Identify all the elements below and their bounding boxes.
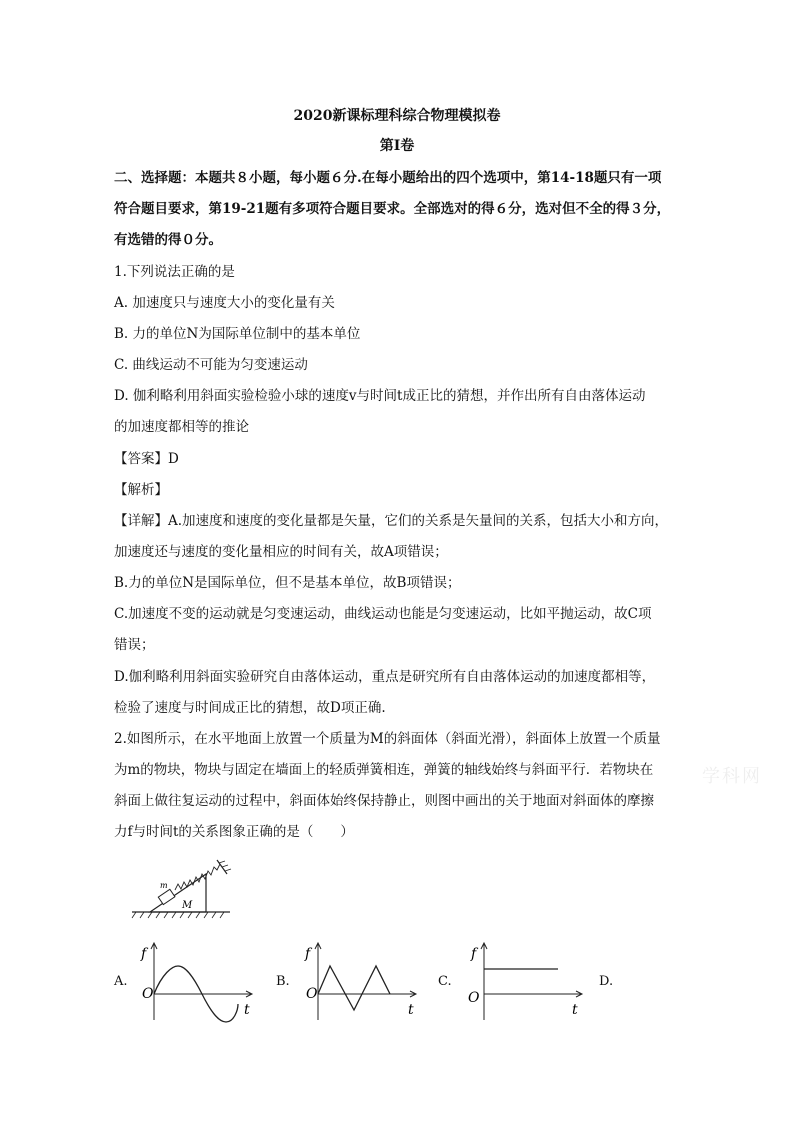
axis-o: O — [468, 990, 480, 1006]
question-2-stem: 2.如图所示，在水平地面上放置一个质量为M的斜面体（斜面光滑），斜面体上放置一个质量 — [114, 731, 661, 747]
question-2-stem: 斜面上做往复运动的过程中，斜面体始终保持静止，则图中画出的关于地面对斜面体的摩擦 — [114, 793, 654, 809]
block-m — [158, 889, 175, 904]
question-2-stem: 力f与时间t的关系图象正确的是（ ） — [114, 824, 354, 840]
axis-o: O — [306, 986, 318, 1002]
option-c-label: C. — [438, 974, 452, 989]
axis-f: f — [471, 946, 477, 962]
incline-spring-figure — [130, 858, 240, 920]
question-1-explanation: 【详解】A.加速度和速度的变化量都是矢量，它们的关系是矢量间的关系，包括大小和方向， — [114, 513, 669, 529]
section-intro-line: 二、选择题：本题共８小题，每小题６分.在每小题给出的四个选项中，第14-18题只有一项 — [114, 170, 662, 186]
question-1-option-b: B. 力的单位N为国际单位制中的基本单位 — [114, 326, 361, 342]
question-2-stem: 为m的物块，物块与固定在墙面上的轻质弹簧相连，弹簧的轴线始终与斜面平行．若物块在 — [114, 762, 654, 778]
question-1-option-a: A. 加速度只与速度大小的变化量有关 — [114, 295, 335, 311]
spring — [175, 864, 220, 890]
axis-t: t — [572, 1002, 578, 1018]
watermark: 学科网 — [702, 766, 762, 787]
option-b-graph — [302, 940, 420, 1024]
axis-t: t — [244, 1002, 250, 1018]
question-1-explanation: 错误； — [114, 637, 155, 653]
question-1-explanation: B.力的单位N是国际单位，但不是基本单位，故B项错误； — [114, 575, 461, 591]
question-1-explanation: C.加速度不变的运动就是匀变速运动，曲线运动也能是匀变速运动，比如平抛运动，故C项 — [114, 606, 652, 622]
question-1-option-d-cont: 的加速度都相等的推论 — [114, 419, 249, 435]
axis-f: f — [141, 946, 147, 962]
axis-o: O — [142, 986, 154, 1002]
label-big-m: M — [182, 900, 193, 911]
question-1-option-c: C. 曲线运动不可能为匀变速运动 — [114, 357, 308, 373]
question-1-explanation: 检验了速度与时间成正比的猜想，故D项正确. — [114, 700, 386, 716]
axis-t: t — [408, 1002, 414, 1018]
question-1-answer: 【答案】D — [114, 451, 179, 467]
question-1-option-d: D. 伽利略利用斜面实验检验小球的速度v与时间t成正比的猜想，并作出所有自由落体运动 — [114, 388, 646, 404]
question-1-explanation: 加速度还与速度的变化量相应的时间有关，故A项错误； — [114, 544, 448, 560]
option-a-graph — [138, 940, 256, 1024]
option-c-graph — [466, 940, 586, 1024]
option-b-label: B. — [276, 974, 290, 989]
axis-f: f — [305, 946, 311, 962]
question-1-stem: 1.下列说法正确的是 — [114, 264, 235, 280]
option-a-label: A. — [114, 974, 128, 989]
document-title: 2020新课标理科综合物理模拟卷 — [293, 108, 501, 124]
option-d-label: D. — [599, 974, 614, 989]
ground-hatch — [132, 912, 224, 918]
section-intro-line: 有选错的得０分。 — [114, 232, 222, 248]
question-1-explanation: D.伽利略利用斜面实验研究自由落体运动，重点是研究所有自由落体运动的加速度都相等， — [114, 669, 656, 685]
question-1-analysis-label: 【解析】 — [114, 482, 168, 498]
label-small-m: m — [160, 881, 168, 890]
part-title: 第I卷 — [379, 138, 415, 154]
section-intro-line: 符合题目要求，第19-21题有多项符合题目要求。全部选对的得６分，选对但不全的得３分， — [114, 201, 671, 217]
